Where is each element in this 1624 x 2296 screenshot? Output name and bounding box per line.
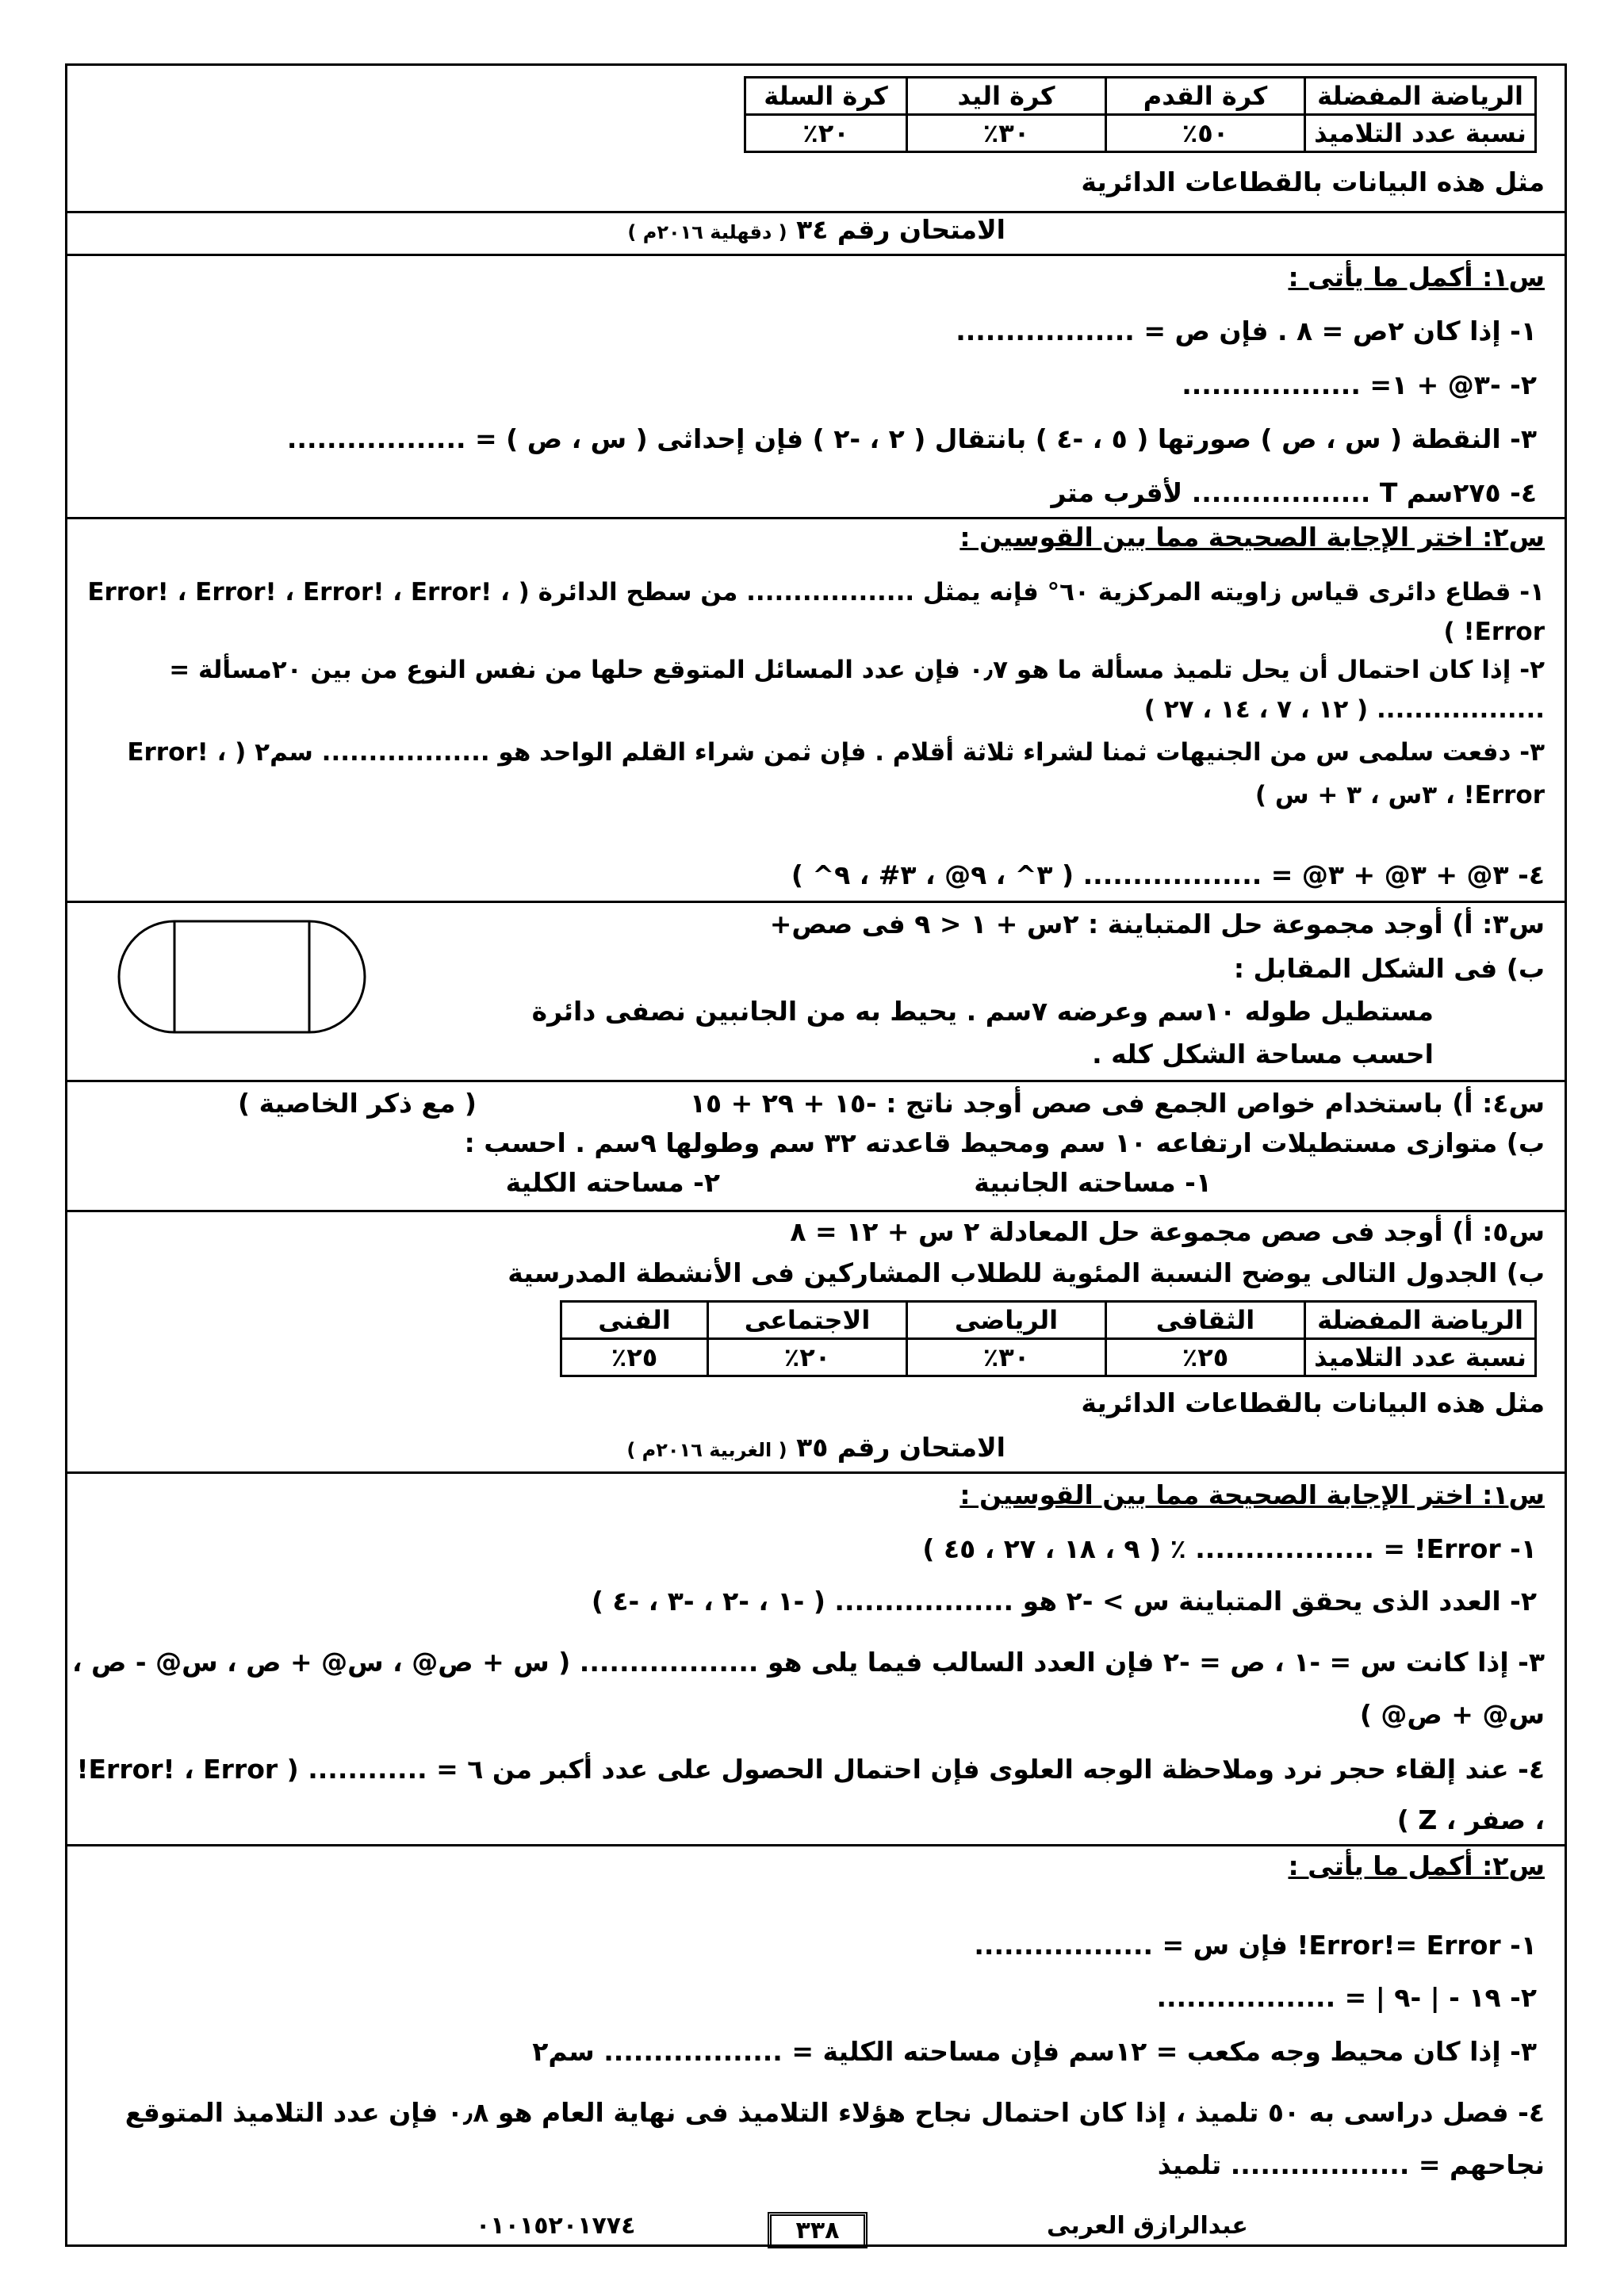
divider [67, 517, 1565, 519]
represent-instruction: مثل هذه البيانات بالقطاعات الدائرية [1081, 1387, 1545, 1418]
page-number: ٣٣٨ [768, 2212, 868, 2248]
phone-number: ٠١٠١٥٢٠١٧٧٤ [476, 2212, 636, 2240]
question-part: مستطيل طوله ١٠سم وعرضه ٧سم . يحيط به من الجانبين نصفى دائرة [531, 996, 1434, 1027]
question-item: ٢- العدد الذى يحقق المتباينة س > -٢ هو .................. ( -١ ، -٢ ، -٣ ، -٤ ) [591, 1586, 1537, 1617]
exam-source: ( دقهلية ٢٠١٦م ) [627, 221, 787, 243]
table-cell: ٢٠٪ [745, 115, 907, 152]
question-item: ١- إذا كان ٢ص = ٨ . فإن ص = .................. [956, 316, 1537, 346]
table-cell: ٣٠٪ [907, 1339, 1106, 1376]
divider [67, 1210, 1565, 1212]
table-cell: كرة اليد [907, 78, 1106, 115]
question-part: س٤: أ) باستخدام خواص الجمع فى صص أوجد ناتج : -١٥ + ٢٩ + ١٥ [689, 1088, 1545, 1119]
represent-instruction: مثل هذه البيانات بالقطاعات الدائرية [1081, 166, 1545, 197]
divider [67, 1080, 1565, 1082]
table-cell: كرة القدم [1106, 78, 1305, 115]
question-part: ب) الجدول التالى يوضح النسبة المئوية للطلاب المشاركين فى الأنشطة المدرسية [508, 1257, 1545, 1288]
activities-table [560, 1300, 1537, 1377]
author-name: عبدالرازق العربى [1047, 2212, 1248, 2240]
question-heading: س١: اختر الإجابة الصحيحة مما بين القوسين : [959, 1479, 1545, 1510]
question-part: س٣: أ) أوجد مجموعة حل المتباينة : ٢س + ١ < ٩ فى صص+ [769, 909, 1545, 939]
table-cell: نسبة عدد التلاميذ [1305, 115, 1536, 152]
table-row [745, 115, 1536, 152]
exam-source: ( الغربية ٢٠١٦م ) [626, 1439, 787, 1461]
table-row [561, 1339, 1536, 1376]
table-cell: ٢٥٪ [561, 1339, 708, 1376]
property-note: ( مع ذكر الخاصية ) [238, 1088, 477, 1119]
question-heading: س٢: اختر الإجابة الصحيحة مما بين القوسين : [959, 522, 1545, 553]
question-part: احسب مساحة الشكل كله . [1092, 1039, 1434, 1070]
question-item: ٢- -٣@ + ١= .................. [1182, 369, 1537, 400]
question-item: ٢- ١٩ - | -٩ | = .................. [1156, 1982, 1537, 2013]
question-item: ٤- فصل دراسى به ٥٠ تلميذ ، إذا كان احتمال نجاح هؤلاء التلاميذ فى نهاية العام هو ٠٫٨ فإن عدد التلاميذ المتوقع نجاحهم = .................. تلميذ [124, 2097, 1545, 2180]
question-item: ٣- دفعت سلمى س من الجنيهات ثمنا لشراء ثلاثة أقلام . فإن ثمن شراء القلم الواحد هو .................. سم٢ ( Error! ، Error! ، ٣س ، ٣ + س ) [127, 738, 1545, 809]
divider [67, 1471, 1565, 1474]
divider [67, 254, 1565, 256]
exam-title [627, 212, 1005, 250]
table-cell: ٣٠٪ [907, 115, 1106, 152]
exam-number: الامتحان رقم ٣٥ [796, 1432, 1005, 1463]
rectangle-semicircles-figure [79, 916, 412, 1043]
table-cell: الثقافى [1106, 1302, 1305, 1339]
table-row [745, 78, 1536, 115]
question-heading: س١: أكمل ما يأتى : [1288, 262, 1545, 293]
question-part: س٥: أ) أوجد فى صص مجموعة حل المعادلة ٢ س + ١٢ = ٨ [790, 1216, 1545, 1247]
table-cell: نسبة عدد التلاميذ [1305, 1339, 1536, 1376]
table-cell: ٢٥٪ [1106, 1339, 1305, 1376]
question-item: ١- Error!= Error! فإن س = .................. [974, 1930, 1537, 1961]
table-cell: الاجتماعى [708, 1302, 907, 1339]
table-cell: الفنى [561, 1302, 708, 1339]
question-part: ب) متوازى مستطيلات ارتفاعه ١٠ سم ومحيط قاعدته ٣٢ سم وطولها ٩سم . احسب : [464, 1127, 1545, 1158]
table-cell: الرياضة المفضلة [1305, 1302, 1536, 1339]
question-item: ٣- إذا كانت س = -١ ، ص = -٢ فإن العدد السالب فيما يلى هو .................. ( س + ص@ ، س@ + ص ، س@ - ص ، س@ + ص@ ) [71, 1647, 1545, 1730]
question-item: ١- Error! = .................. ٪ ( ٩ ، ١٨ ، ٢٧ ، ٤٥ ) [922, 1533, 1537, 1564]
table-cell: الرياضة المفضلة [1305, 78, 1536, 115]
sub-item: ٢- مساحته الكلية [505, 1167, 720, 1198]
question-item: ٤- ٣@ + ٣@ + ٣@ = .................. ( ٣^ ، ٩@ ، ٣# ، ٩^ ) [791, 859, 1545, 890]
question-item: ٣- النقطة ( س ، ص ) صورتها ( ٥ ، -٤ ) بانتقال ( ٢ ، -٢ ) فإن إحداثى ( س ، ص ) = .................. [286, 423, 1537, 454]
question-part: ب) فى الشكل المقابل : [1233, 953, 1545, 984]
table-cell: ٥٠٪ [1106, 115, 1305, 152]
table-row [561, 1302, 1536, 1339]
divider [67, 1844, 1565, 1846]
table-cell: كرة السلة [745, 78, 907, 115]
question-item: ١- قطاع دائرى قياس زاويته المركزية ٦٠° فإنه يمثل .................. من سطح الدائرة ( Error! ، Error! ، Error! ، Error! ، Error! ) [87, 578, 1545, 646]
question-heading: س٢: أكمل ما يأتى : [1288, 1850, 1545, 1881]
question-item: ٤- عند إلقاء حجر نرد وملاحظة الوجه العلوى فإن احتمال الحصول على عدد أكبر من ٦ = ............ ( Error! ، Error! ، صفر ، Z ) [76, 1754, 1545, 1835]
sports-table-1 [744, 76, 1537, 153]
question-item: ٤- ٢٧٥سم T .................. لأقرب متر [1051, 477, 1537, 508]
sub-item: ١- مساحته الجانبية [974, 1167, 1212, 1198]
question-item: ٢- إذا كان احتمال أن يحل تلميذ مسألة ما هو ٠٫٧ فإن عدد المسائل المتوقع حلها من نفس النوع من بين ٢٠مسألة = .................. ( ١٢ ، ٧ ، ١٤ ، ٢٧ ) [169, 656, 1545, 724]
exam-number: الامتحان رقم ٣٤ [796, 214, 1005, 245]
table-cell: الرياضى [907, 1302, 1106, 1339]
divider [67, 901, 1565, 903]
question-item: ٣- إذا كان محيط وجه مكعب = ١٢سم فإن مساحته الكلية = .................. سم٢ [532, 2036, 1537, 2067]
exam-title [626, 1430, 1005, 1468]
table-cell: ٢٠٪ [708, 1339, 907, 1376]
